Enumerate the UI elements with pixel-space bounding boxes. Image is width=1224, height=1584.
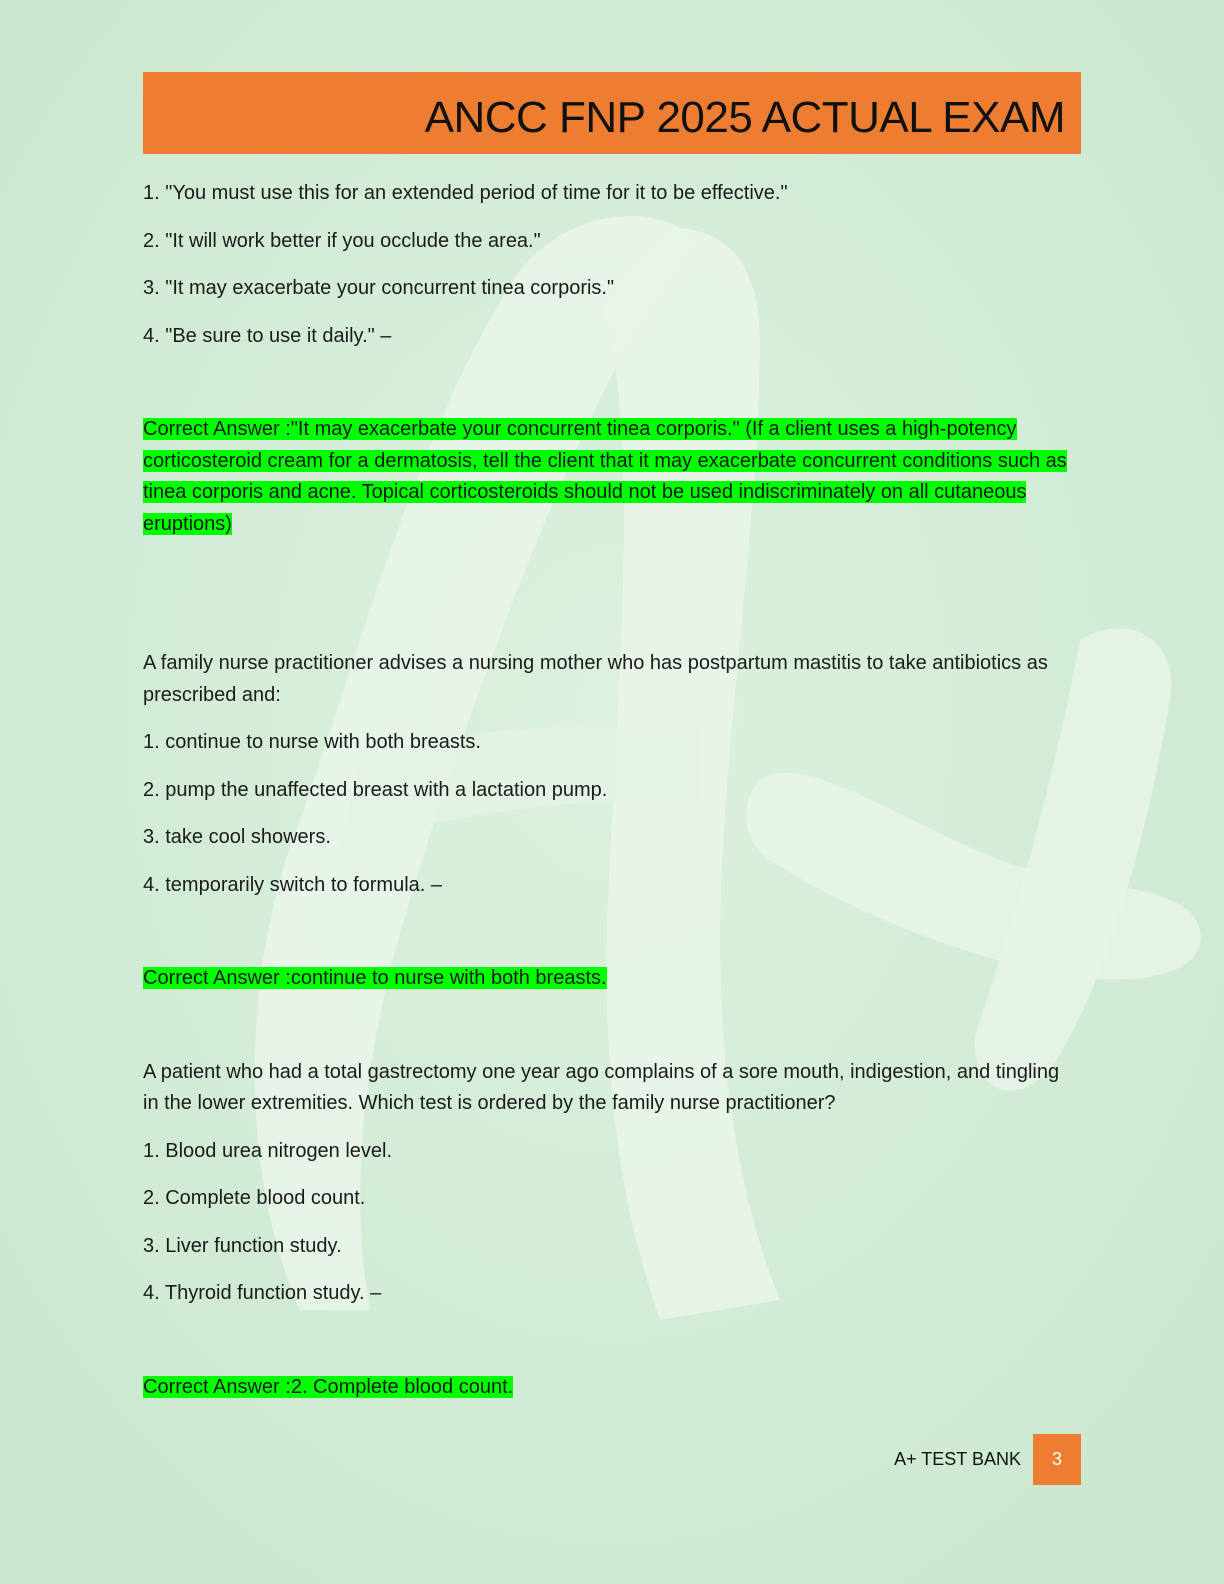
page-number: 3 bbox=[1033, 1434, 1081, 1485]
question-3: A patient who had a total gastrectomy one year ago complains of a sore mouth, indigestion, and tingling in the lower extremities. Which test is ordered by the family nurse practitioner? bbox=[143, 1060, 1060, 1114]
answer-highlight: Correct Answer :"It may exacerbate your concurrent tinea corporis." (If a client uses a high-potency corticosteroid cream for a dermatosis, tell the client that it may exacerbate concurrent conditions such as tinea corporis and acne. Topical corticosteroids should not be used indiscriminately on all cutaneous eruptions) bbox=[143, 418, 1067, 535]
option-4: 4. Thyroid function study. – bbox=[143, 1282, 382, 1304]
option-1: 1. Blood urea nitrogen level. bbox=[143, 1139, 393, 1162]
page-title: ANCC FNP 2025 ACTUAL EXAM bbox=[424, 93, 1065, 142]
option-2: 2. pump the unaffected breast with a lactation pump. bbox=[143, 778, 608, 801]
option-3: 3. "It may exacerbate your concurrent tinea corporis." bbox=[143, 277, 615, 299]
document-content bbox=[143, 178, 1071, 1403]
option-3: 3. take cool showers. bbox=[143, 826, 331, 848]
page-footer bbox=[894, 1434, 1081, 1485]
option-4: 4. temporarily switch to formula. – bbox=[143, 873, 442, 896]
footer-label: A+ TEST BANK bbox=[894, 1449, 1021, 1469]
header-bar bbox=[143, 72, 1081, 154]
option-3: 3. Liver function study. bbox=[143, 1234, 342, 1257]
question-2: A family nurse practitioner advises a nursing mother who has postpartum mastitis to take antibiotics as prescribed and: bbox=[143, 652, 1048, 706]
option-2: 2. "It will work better if you occlude the area." bbox=[143, 229, 541, 252]
answer-highlight: Correct Answer :continue to nurse with both breasts. bbox=[143, 967, 607, 989]
correct-answer-2 bbox=[143, 963, 1071, 995]
correct-answer-3 bbox=[143, 1372, 1071, 1404]
option-1: 1. continue to nurse with both breasts. bbox=[143, 731, 481, 753]
option-1: 1. "You must use this for an extended period of time for it to be effective." bbox=[143, 182, 788, 204]
option-4: 4. "Be sure to use it daily." – bbox=[143, 324, 392, 347]
option-2: 2. Complete blood count. bbox=[143, 1187, 366, 1209]
answer-highlight: Correct Answer :2. Complete blood count. bbox=[143, 1375, 514, 1398]
correct-answer-1 bbox=[143, 414, 1071, 540]
